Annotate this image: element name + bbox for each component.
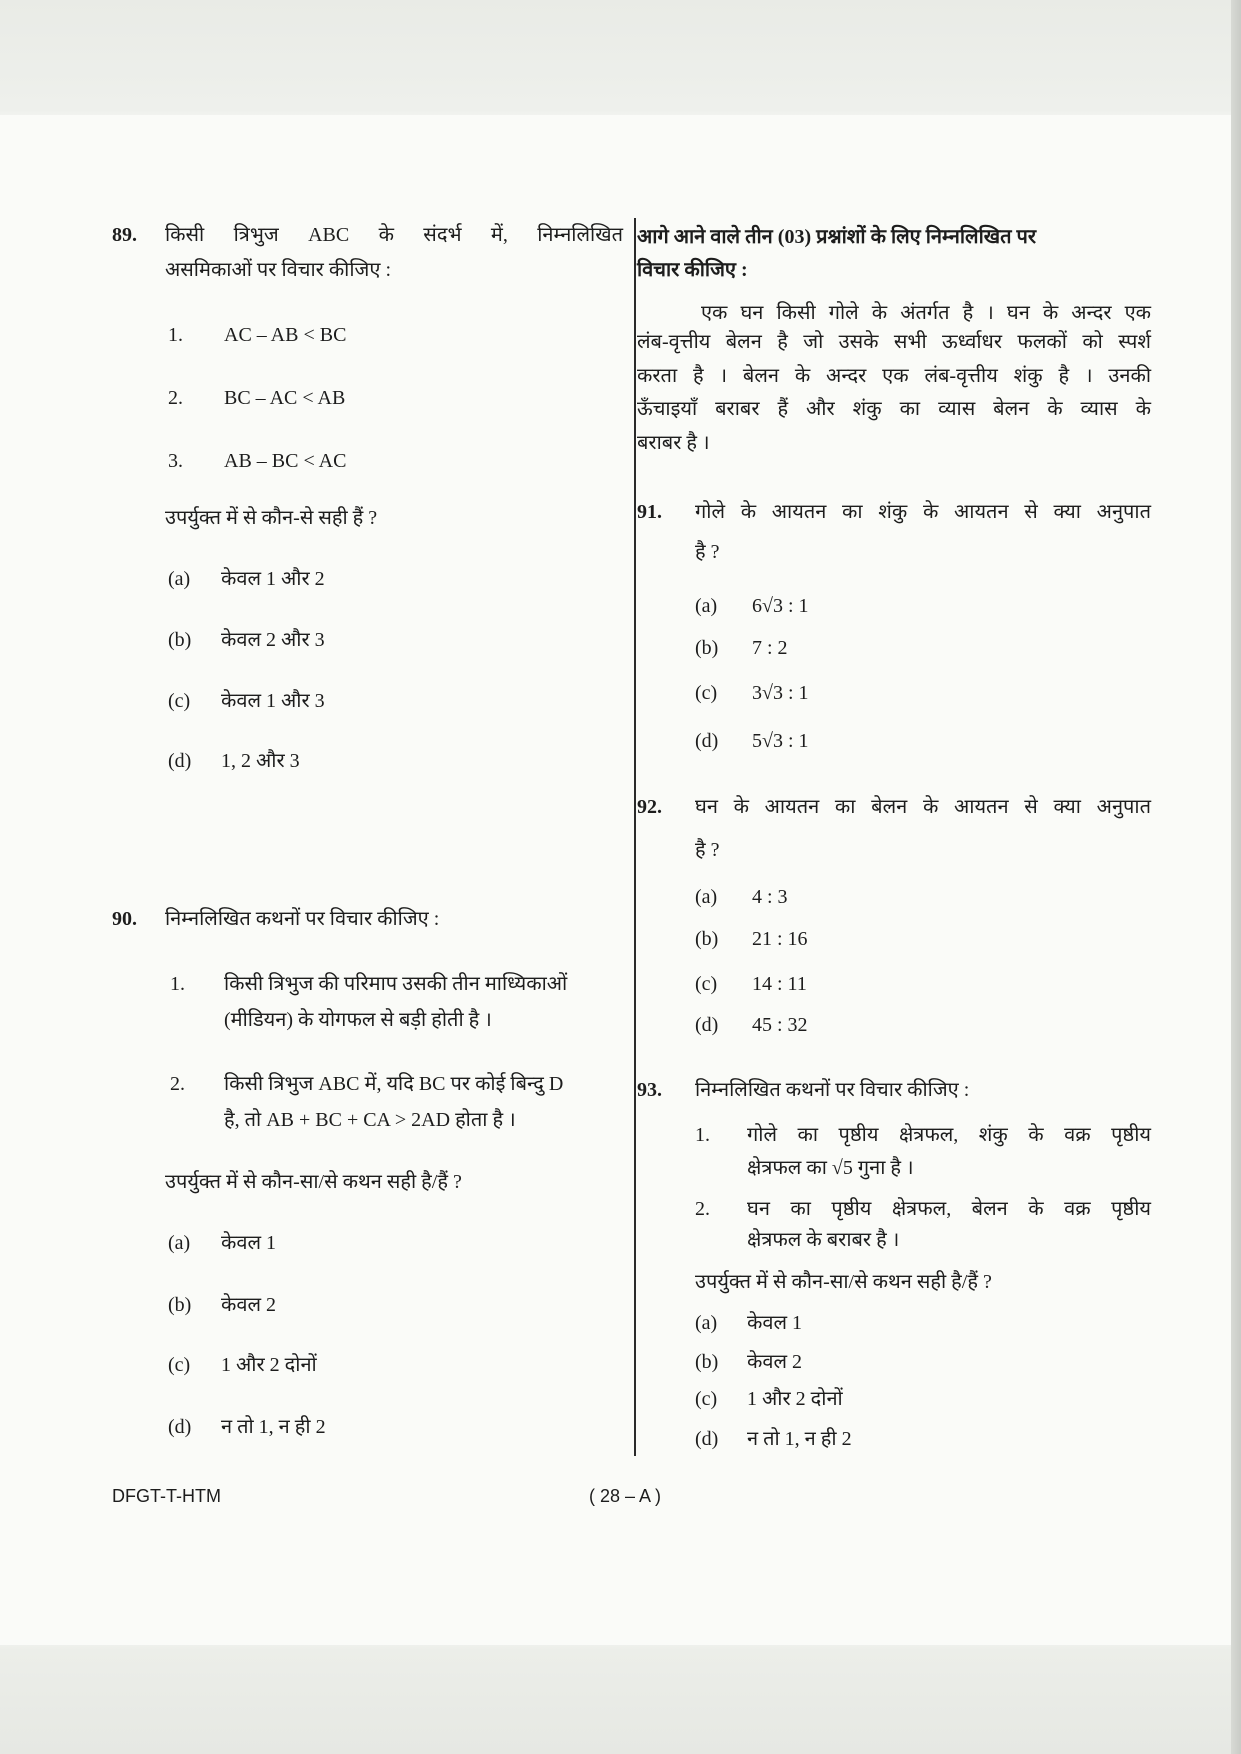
question-stem: गोले के आयतन का शंकु के आयतन से क्या अनुपात — [695, 501, 1151, 523]
option-text: न तो 1, न ही 2 — [747, 1428, 852, 1450]
option-label: (c) — [695, 1388, 718, 1410]
option-text: 3√3 : 1 — [752, 682, 809, 704]
option-label: (a) — [695, 1312, 718, 1334]
statement-number: 1. — [695, 1124, 710, 1146]
option-label: (a) — [168, 568, 191, 590]
question-prompt: उपर्युक्त में से कौन-सा/से कथन सही है/हैं ? — [695, 1271, 992, 1293]
option-text: 1 और 2 दोनों — [221, 1354, 317, 1376]
question-number: 93. — [637, 1079, 662, 1101]
passage-heading: आगे आने वाले तीन (03) प्रश्नांशों के लिए निम्नलिखित पर — [637, 226, 1037, 248]
option-text: केवल 2 — [221, 1294, 277, 1316]
question-stem: घन के आयतन का बेलन के आयतन से क्या अनुपात — [695, 796, 1151, 818]
option-text: केवल 2 — [747, 1351, 803, 1373]
statement-number: 1. — [168, 324, 183, 346]
statement-text: AC – AB < BC — [224, 324, 347, 346]
question-prompt: उपर्युक्त में से कौन-सा/से कथन सही है/हैं ? — [165, 1171, 462, 1193]
option-label: (d) — [168, 1416, 192, 1438]
option-text: 5√3 : 1 — [752, 730, 809, 752]
page-edge — [1231, 0, 1241, 1754]
statement-text: (मीडियन) के योगफल से बड़ी होती है । — [224, 1009, 492, 1031]
column-divider — [634, 218, 636, 1456]
option-label: (d) — [695, 1014, 719, 1036]
statement-number: 2. — [695, 1198, 710, 1220]
option-label: (a) — [168, 1232, 191, 1254]
option-text: 7 : 2 — [752, 637, 788, 659]
statement-text: क्षेत्रफल के बराबर है । — [747, 1229, 900, 1251]
statement-number: 2. — [170, 1073, 185, 1095]
option-text: केवल 1 और 2 — [221, 568, 325, 590]
question-number: 92. — [637, 796, 662, 818]
option-text: केवल 1 — [747, 1312, 803, 1334]
booklet-code: DFGT-T-HTM — [112, 1486, 221, 1506]
option-text: केवल 1 — [221, 1232, 277, 1254]
option-text: 1 और 2 दोनों — [747, 1388, 843, 1410]
statement-number: 3. — [168, 450, 183, 472]
question-stem: है ? — [695, 839, 720, 861]
option-text: केवल 2 और 3 — [221, 629, 325, 651]
option-label: (b) — [168, 1294, 192, 1316]
option-label: (a) — [695, 595, 718, 617]
option-text: 14 : 11 — [752, 973, 807, 995]
option-label: (b) — [695, 928, 719, 950]
option-text: 4 : 3 — [752, 886, 788, 908]
statement-text: घन का पृष्ठीय क्षेत्रफल, बेलन के वक्र पृष्ठीय — [747, 1198, 1151, 1220]
question-stem: असमिकाओं पर विचार कीजिए : — [165, 259, 391, 281]
passage-line: करता है । बेलन के अन्दर एक लंब-वृत्तीय शंकु है । उनकी — [637, 365, 1151, 387]
option-label: (b) — [168, 629, 192, 651]
option-label: (c) — [168, 1354, 191, 1376]
option-label: (c) — [695, 973, 718, 995]
option-label: (b) — [695, 637, 719, 659]
option-text: 45 : 32 — [752, 1014, 808, 1036]
statement-number: 1. — [170, 973, 185, 995]
option-label: (a) — [695, 886, 718, 908]
option-label: (d) — [695, 1428, 719, 1450]
option-text: केवल 1 और 3 — [221, 690, 325, 712]
statement-text: किसी त्रिभुज की परिमाप उसकी तीन माध्यिकाओं — [224, 973, 568, 995]
statement-text: क्षेत्रफल का √5 गुना है । — [747, 1157, 914, 1179]
option-text: न तो 1, न ही 2 — [221, 1416, 326, 1438]
option-label: (d) — [168, 750, 192, 772]
question-prompt: उपर्युक्त में से कौन-से सही हैं ? — [165, 507, 378, 529]
passage-line: बराबर है । — [637, 432, 710, 454]
question-number: 91. — [637, 501, 662, 523]
statement-text: है, तो AB + BC + CA > 2AD होता है । — [224, 1109, 516, 1131]
statement-number: 2. — [168, 387, 183, 409]
statement-text: किसी त्रिभुज ABC में, यदि BC पर कोई बिन्दु D — [224, 1073, 564, 1095]
option-label: (c) — [168, 690, 191, 712]
question-stem: निम्नलिखित कथनों पर विचार कीजिए : — [165, 908, 440, 930]
question-stem: है ? — [695, 541, 720, 563]
option-text: 21 : 16 — [752, 928, 808, 950]
statement-text: गोले का पृष्ठीय क्षेत्रफल, शंकु के वक्र पृष्ठीय — [747, 1124, 1151, 1146]
question-number: 89. — [112, 224, 137, 246]
passage-heading: विचार कीजिए : — [637, 259, 748, 281]
option-text: 6√3 : 1 — [752, 595, 809, 617]
statement-text: BC – AC < AB — [224, 387, 346, 409]
option-label: (d) — [695, 730, 719, 752]
question-stem: निम्नलिखित कथनों पर विचार कीजिए : — [695, 1079, 970, 1101]
passage-line: लंब-वृत्तीय बेलन है जो उसके सभी ऊर्ध्वाधर फलकों को स्पर्श — [637, 331, 1151, 353]
question-stem: किसी त्रिभुज ABC के संदर्भ में, निम्नलिखित — [165, 224, 623, 246]
passage-line: एक घन किसी गोले के अंतर्गत है । घन के अन्दर एक — [701, 302, 1151, 324]
page-number: ( 28 – A ) — [589, 1486, 662, 1506]
question-number: 90. — [112, 908, 137, 930]
option-text: 1, 2 और 3 — [221, 750, 300, 772]
option-label: (c) — [695, 682, 718, 704]
option-label: (b) — [695, 1351, 719, 1373]
passage-line: ऊँचाइयाँ बराबर हैं और शंकु का व्यास बेलन के व्यास के — [637, 398, 1151, 420]
statement-text: AB – BC < AC — [224, 450, 347, 472]
